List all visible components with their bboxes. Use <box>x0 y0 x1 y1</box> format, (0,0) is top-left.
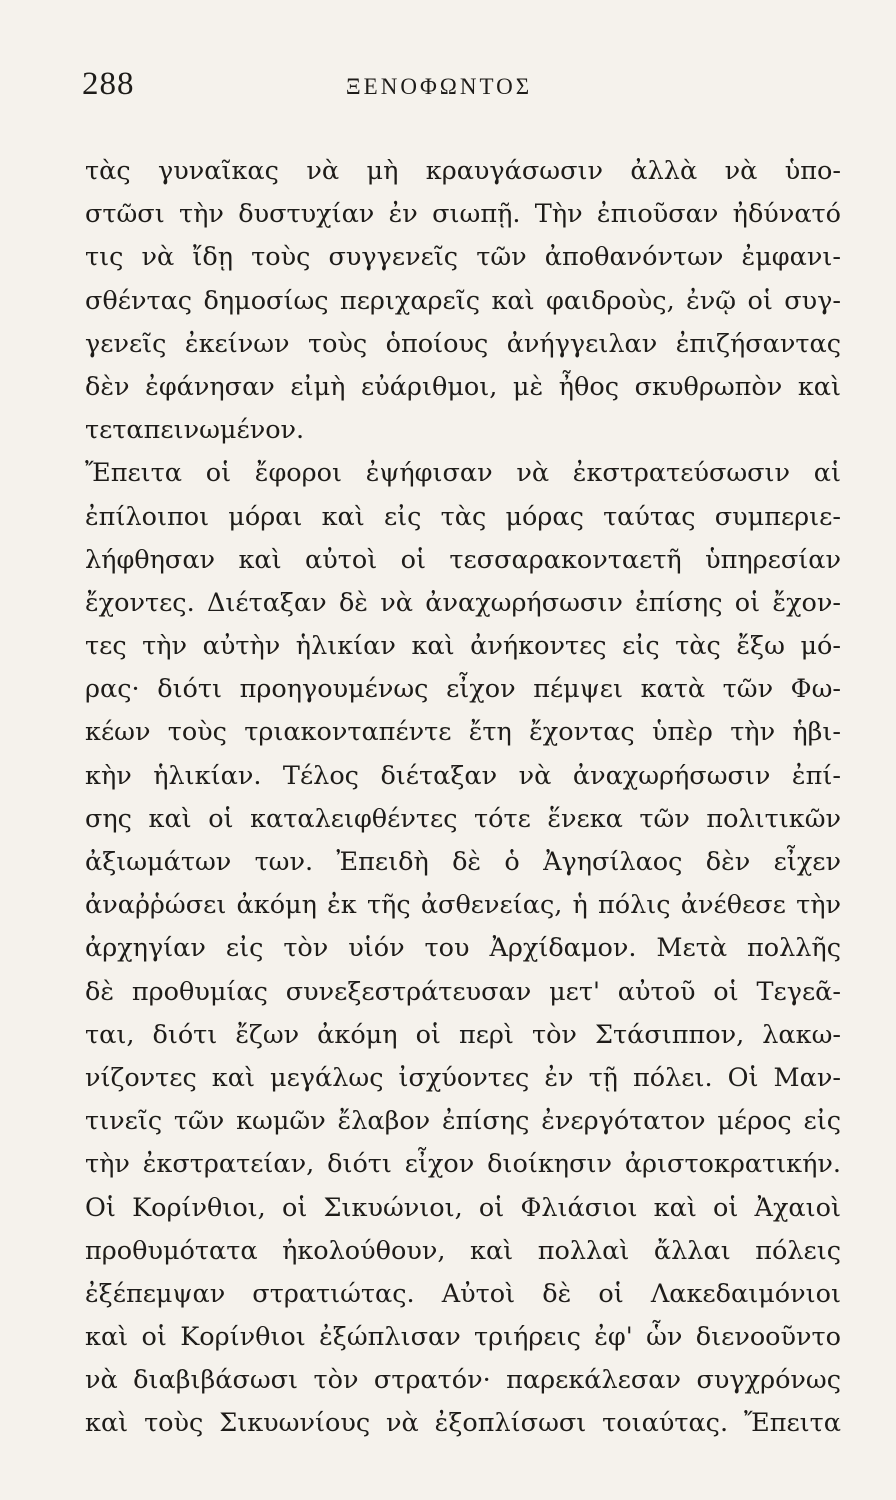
text-line: ἔχοντες. Διέταξαν δὲ νὰ ἀναχωρήσωσιν ἐπίσης οἱ ἔχον- <box>85 587 841 618</box>
page-header <box>82 66 836 110</box>
text-line: δὲν ἐφάνησαν εἰμὴ εὐάριθμοι, μὲ ἦθος σκυθρωπὸν καὶ <box>85 371 841 402</box>
text-line: ἀξιωμάτων των. Ἐπειδὴ δὲ ὁ Ἀγησίλαος δὲν εἶχεν <box>85 847 841 877</box>
running-head: ΞΕΝΟΦΩΝΤΟΣ <box>345 74 533 99</box>
text-line: τὴν ἐκστρατείαν, διότι εἶχον διοίκησιν ἀριστοκρατικήν. <box>85 1149 841 1180</box>
text-line: κέων τοὺς τριακονταπέντε ἔτη ἔχοντας ὑπὲρ τὴν ἡβι- <box>85 717 841 748</box>
text-line: τις νὰ ἴδῃ τοὺς συγγενεῖς τῶν ἀποθανόντων ἐμφανι- <box>85 242 841 273</box>
text-line: νίζοντες καὶ μεγάλως ἰσχύοντες ἐν τῇ πόλει. Οἱ Μαν- <box>85 1062 841 1093</box>
text-line: τεταπεινωμένον. <box>85 415 305 446</box>
text-line: Ἔπειτα οἱ ἔφοροι ἐψήφισαν νὰ ἐκστρατεύσωσιν αἱ <box>85 458 841 489</box>
page-number: 288 <box>82 66 135 102</box>
text-line: ἐξέπεμψαν στρατιώτας. Αὐτοὶ δὲ οἱ Λακεδαιμόνιοι <box>85 1278 841 1309</box>
text-line: ἀρχηγίαν εἰς τὸν υἱόν του Ἀρχίδαμον. Μετὰ πολλῆς <box>85 933 841 964</box>
text-line: καὶ τοὺς Σικυωνίους νὰ ἐξοπλίσωσι τοιαύτας. Ἔπειτα <box>85 1408 841 1439</box>
text-line: τες τὴν αὐτὴν ἡλικίαν καὶ ἀνήκοντες εἰς τὰς ἔξω μό- <box>85 631 841 662</box>
text-line: σης καὶ οἱ καταλειφθέντες τότε ἕνεκα τῶν πολιτικῶν <box>85 803 841 834</box>
text-line: Οἱ Κορίνθιοι, οἱ Σικυώνιοι, οἱ Φλιάσιοι καὶ οἱ Ἀχαιοὶ <box>85 1192 841 1223</box>
text-line: νὰ διαβιβάσωσι τὸν στρατόν· παρεκάλεσαν συγχρόνως <box>85 1365 841 1396</box>
text-line: τινεῖς τῶν κωμῶν ἔλαβον ἐπίσης ἐνεργότατον μέρος εἰς <box>85 1106 841 1137</box>
text-line: ἀναῤῥώσει ἀκόμη ἐκ τῆς ἀσθενείας, ἡ πόλις ἀνέθεσε τὴν <box>85 890 841 921</box>
text-line: προθυμότατα ἠκολούθουν, καὶ πολλαὶ ἄλλαι πόλεις <box>85 1235 841 1266</box>
text-line: σθέντας δημοσίως περιχαρεῖς καὶ φαιδροὺς, ἐνῷ οἱ συγ- <box>85 285 841 316</box>
text-line: τὰς γυναῖκας νὰ μὴ κραυγάσωσιν ἀλλὰ νὰ ὑπο- <box>85 156 841 186</box>
text-line: λήφθησαν καὶ αὐτοὶ οἱ τεσσαρακονταετῆ ὑπηρεσίαν <box>85 544 841 575</box>
text-line: δὲ προθυμίας συνεξεστράτευσαν μετ' αὐτοῦ οἱ Τεγεᾶ- <box>85 976 841 1007</box>
body-text <box>85 150 841 1446</box>
text-line: γενεῖς ἐκείνων τοὺς ὁποίους ἀνήγγειλαν ἐπιζήσαντας <box>85 328 841 359</box>
text-line: στῶσι τὴν δυστυχίαν ἐν σιωπῇ. Τὴν ἐπιοῦσαν ἠδύνατό <box>85 199 841 230</box>
text-line: καὶ οἱ Κορίνθιοι ἐξώπλισαν τριήρεις ἐφ' ὧν διενοοῦντο <box>85 1322 841 1353</box>
text-line: ται, διότι ἔζων ἀκόμη οἱ περὶ τὸν Στάσιππον, λακω- <box>85 1019 841 1050</box>
text-line: κὴν ἡλικίαν. Τέλος διέταξαν νὰ ἀναχωρήσωσιν ἐπί- <box>85 760 841 791</box>
text-line: ρας· διότι προηγουμένως εἶχον πέμψει κατὰ τῶν Φω- <box>85 674 841 705</box>
text-line: ἐπίλοιποι μόραι καὶ εἰς τὰς μόρας ταύτας συμπεριε- <box>85 501 841 532</box>
